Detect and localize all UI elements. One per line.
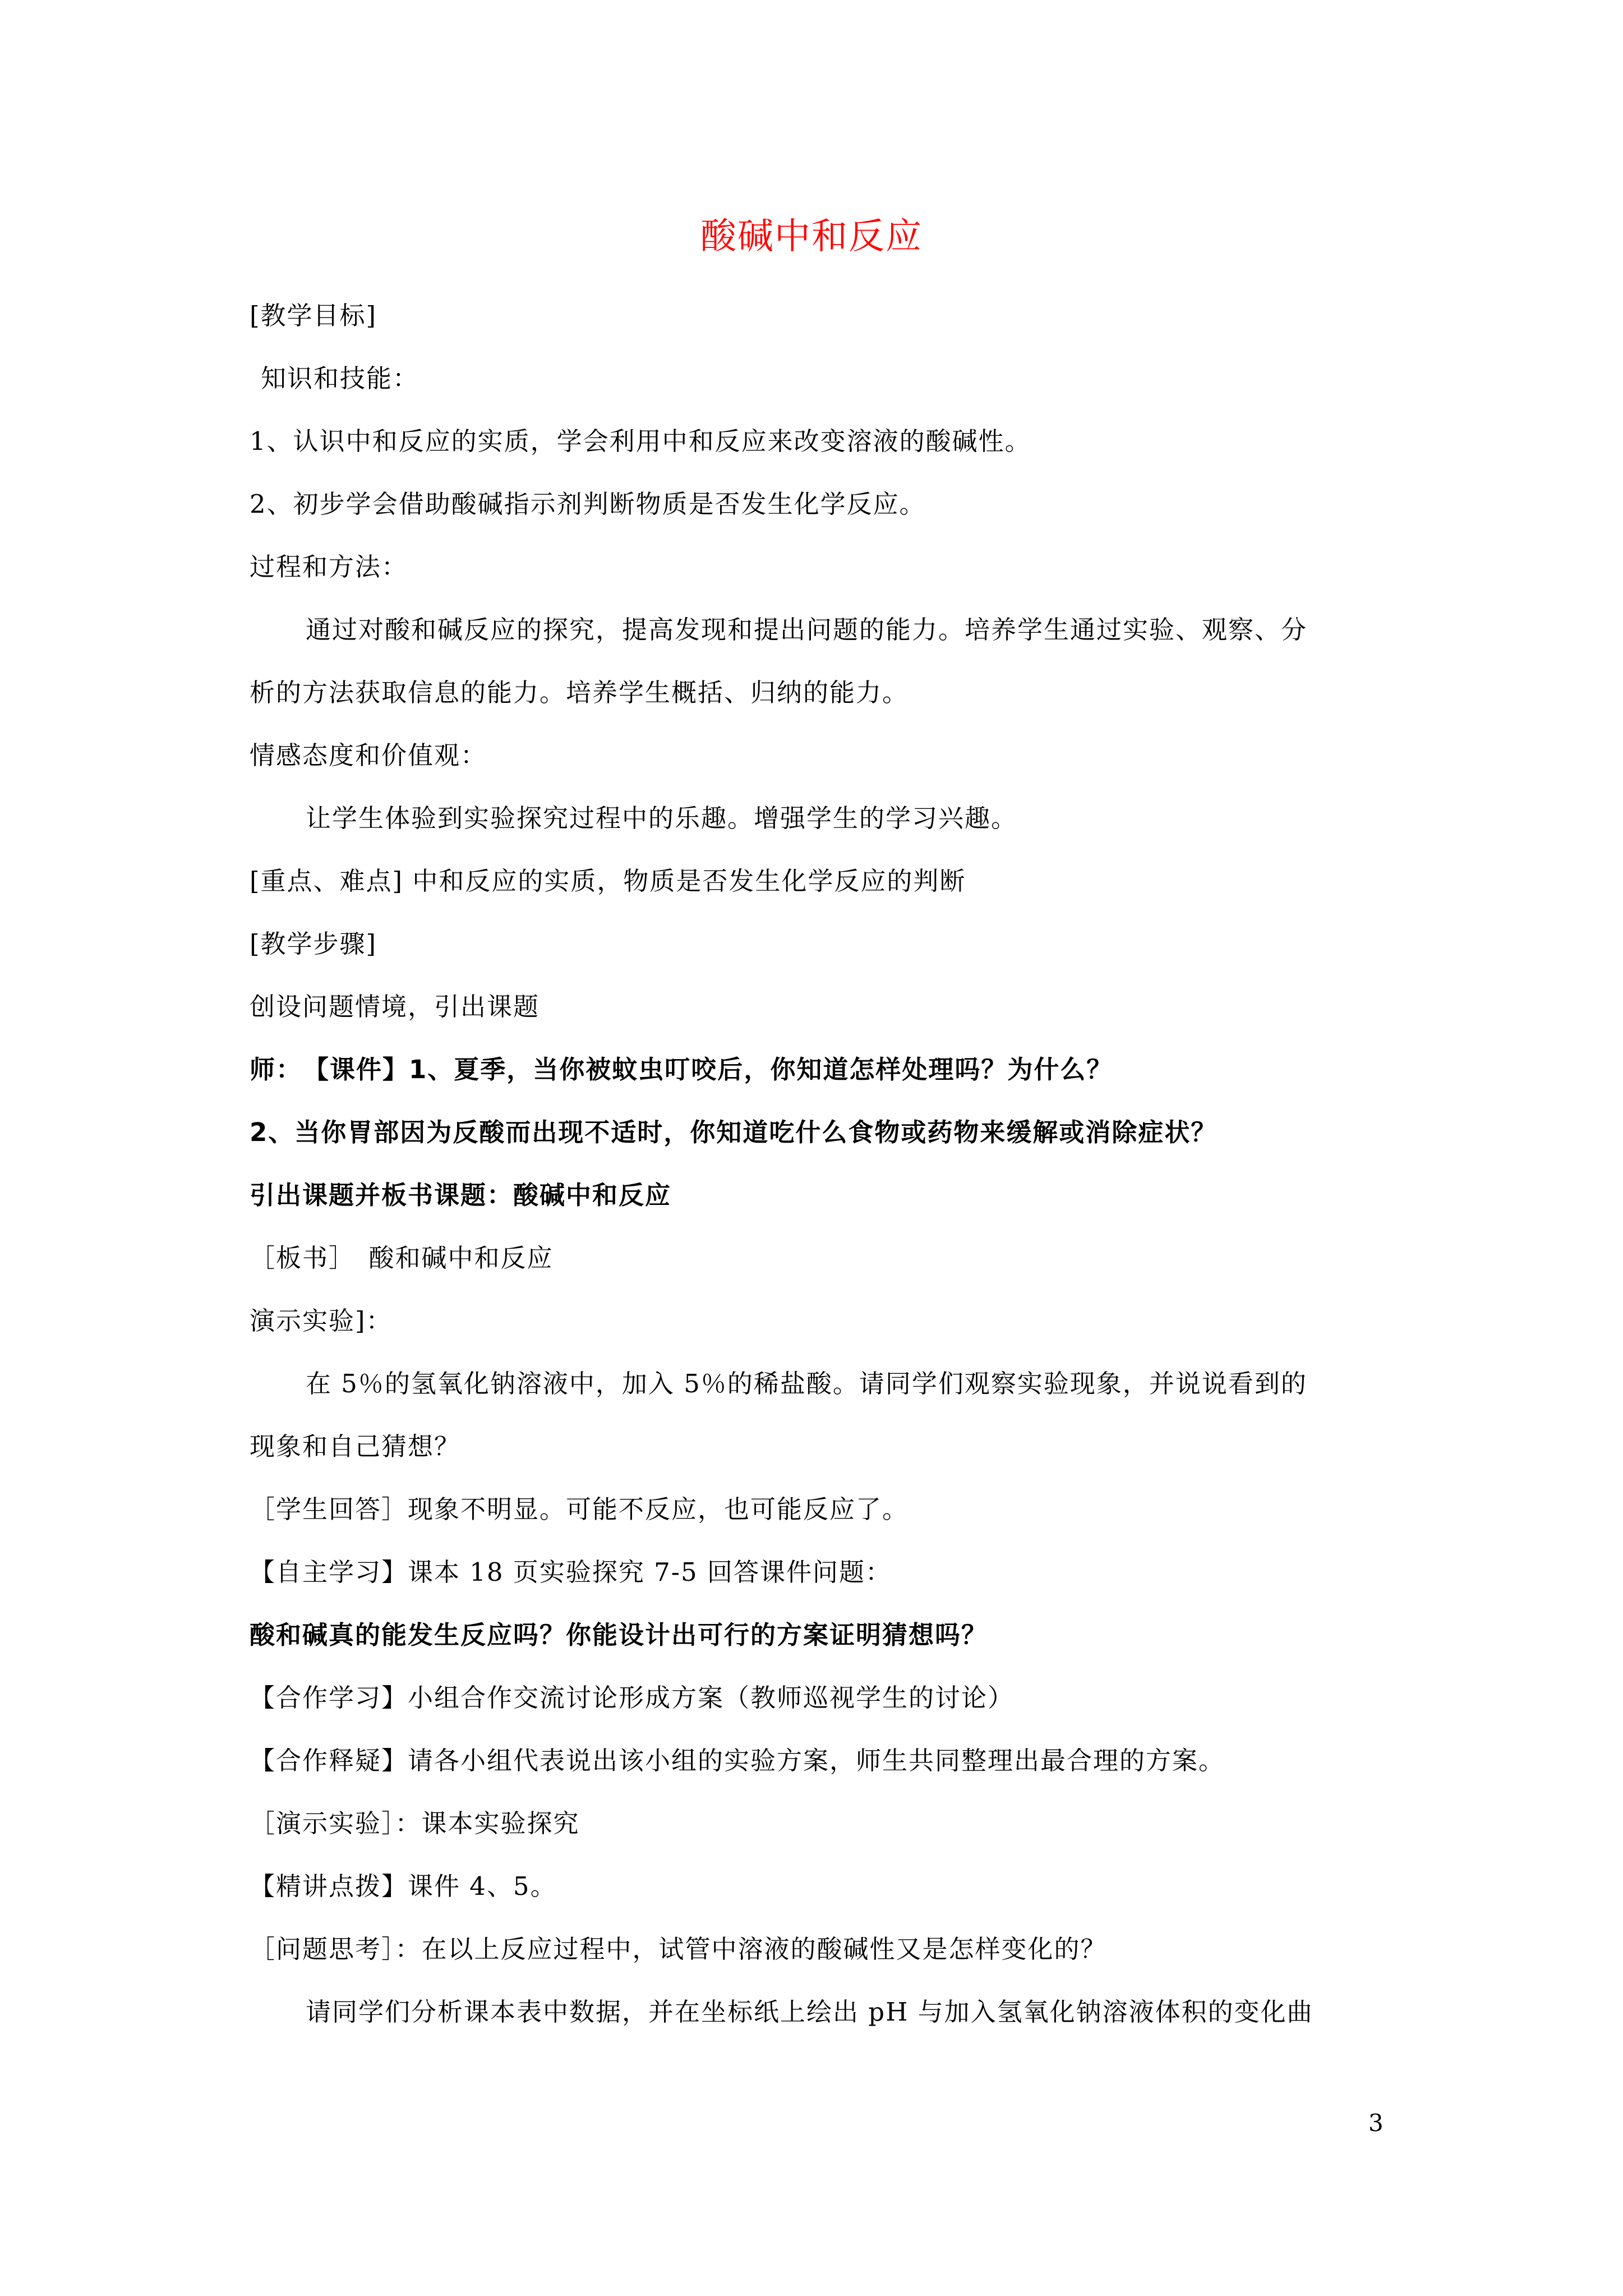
paragraph-line: ［问题思考］：在以上反应过程中，试管中溶液的酸碱性又是怎样变化的？: [250, 1934, 1107, 1964]
section-heading-objectives: [教学目标]: [250, 301, 377, 330]
section-heading-key-points: [重点、难点] 中和反应的实质，物质是否发生化学反应的判断: [250, 866, 966, 896]
paragraph-line: 创设问题情境，引出课题: [250, 992, 540, 1022]
paragraph-line: 2、当你胃部因为反酸而出现不适时，你知道吃什么食物或药物来缓解或消除症状？: [250, 1117, 1218, 1147]
paragraph-line: 2、初步学会借助酸碱指示剂判断物质是否发生化学反应。: [250, 489, 926, 519]
paragraph-line: 现象和自己猜想？: [250, 1432, 461, 1461]
paragraph-line: 【自主学习】课本 18 页实验探究 7-5 回答课件问题：: [250, 1557, 892, 1587]
paragraph-line: 在 5％的氢氧化钠溶液中，加入 5％的稀盐酸。请同学们观察实验现象，并说说看到的: [306, 1369, 1307, 1398]
paragraph-line: 【精讲点拨】课件 4、5。: [250, 1871, 557, 1901]
paragraph-line: 1、认识中和反应的实质，学会利用中和反应来改变溶液的酸碱性。: [250, 426, 1031, 456]
section-heading-steps: [教学步骤]: [250, 929, 377, 959]
page-number: 3: [1368, 2109, 1384, 2137]
subheading-attitudes-values: 情感态度和价值观：: [250, 740, 487, 770]
paragraph-line: ［学生回答］现象不明显。可能不反应，也可能反应了。: [250, 1494, 909, 1524]
paragraph-line: 【合作学习】小组合作交流讨论形成方案（教师巡视学生的讨论）: [250, 1683, 1015, 1713]
paragraph-line: 析的方法获取信息的能力。培养学生概括、归纳的能力。: [250, 678, 909, 707]
paragraph-line: 演示实验]：: [250, 1306, 393, 1336]
paragraph-line: 通过对酸和碱反应的探究，提高发现和提出问题的能力。培养学生通过实验、观察、分: [306, 615, 1308, 645]
subheading-process-methods: 过程和方法：: [250, 552, 408, 582]
paragraph-line: 让学生体验到实验探究过程中的乐趣。增强学生的学习兴趣。: [306, 803, 1018, 833]
subheading-knowledge-skills: 知识和技能：: [261, 364, 419, 393]
document-title: 酸碱中和反应: [700, 216, 923, 257]
paragraph-line: 请同学们分析课本表中数据，并在坐标纸上绘出 pH 与加入氢氧化钠溶液体积的变化曲: [306, 1997, 1313, 2027]
paragraph-line: 引出课题并板书课题：酸碱中和反应: [250, 1180, 672, 1210]
paragraph-line: 师： 【课件】1、夏季，当你被蚊虫叮咬后，你知道怎样处理吗？为什么？: [250, 1055, 1113, 1084]
paragraph-line: ［板书］ 酸和碱中和反应: [250, 1243, 554, 1273]
paragraph-line: 【合作释疑】请各小组代表说出该小组的实验方案，师生共同整理出最合理的方案。: [250, 1746, 1225, 1775]
paragraph-line: ［演示实验］：课本实验探究: [250, 1809, 580, 1838]
paragraph-line: 酸和碱真的能发生反应吗？你能设计出可行的方案证明猜想吗？: [250, 1620, 988, 1650]
